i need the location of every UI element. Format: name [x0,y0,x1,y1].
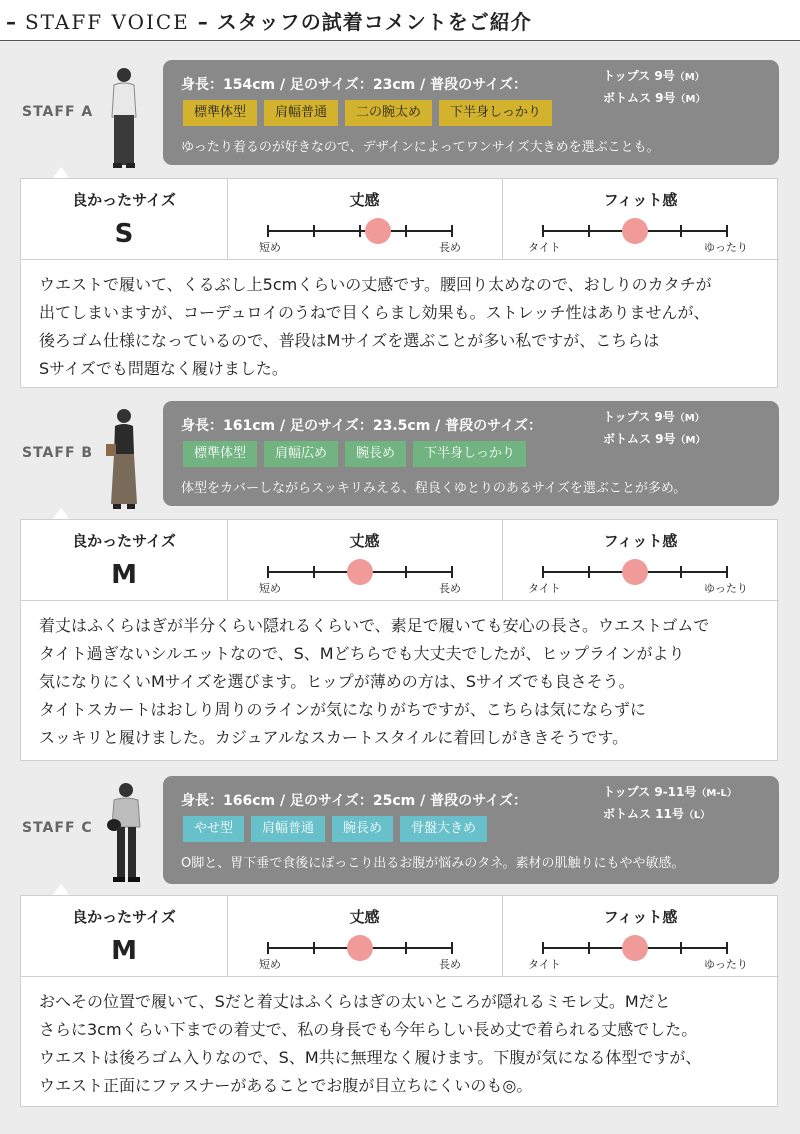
staff-profile-bubble [163,401,779,506]
body-type-tag: 肩幅普通 [264,100,338,126]
staff-tags [183,816,494,842]
length-max-label: 長め [439,241,461,254]
title-ja: スタッフの試着コメントをご紹介 [216,10,532,34]
fit-cell [502,520,779,600]
length-scale-tick [267,225,269,237]
tops-size [603,782,737,804]
length-cell [227,520,503,600]
bottoms-size-letter: （M） [675,435,706,446]
fit-max-label: ゆったり [704,958,748,971]
length-scale-tick [313,942,315,954]
fit-cell [502,896,779,976]
good-size-value: M [111,560,137,590]
fit-heading: フィット感 [603,532,678,550]
length-scale-tick [313,566,315,578]
good-size-cell [21,179,228,259]
fit-cell [502,179,779,259]
tops-size-letter: （M） [674,413,705,424]
comment-line: ウエストで履いて、くるぶし上5cmくらいの丈感です。腰回り太めなので、おしりのカタチが [39,275,712,294]
body-type-tag: 腕長め [345,441,406,467]
title-dash-left: – [6,10,25,34]
comment-line: タイト過ぎないシルエットなので、S、Mどちらでも大丈夫でしたが、ヒップラインがより [39,644,685,663]
good-size-value: M [111,936,137,966]
staff-stats: 身長：154cm / 足のサイズ：23cm / 普段のサイズ： [181,77,527,93]
review-comment [39,612,709,752]
fit-scale-tick [726,942,728,954]
fit-min-label: タイト [528,241,561,254]
fit-scale-tick [726,225,728,237]
staff-note: O脚と、胃下垂で食後にぽっこり出るお腹が悩みのタネ。素材の肌触りにもやや敏感。 [181,856,685,871]
fit-scale-tick [542,225,544,237]
body-type-tag: 標準体型 [183,441,257,467]
tops-size-label: トップス 9号 [603,69,675,83]
section-title [6,6,532,35]
good-size-heading: 良かったサイズ [72,191,176,209]
body-type-tag: 肩幅普通 [251,816,325,842]
review-comment [39,988,701,1100]
body-type-tag: 標準体型 [183,100,257,126]
staff-stats: 身長：166cm / 足のサイズ：25cm / 普段のサイズ： [181,793,527,809]
fit-max-label: ゆったり [704,582,748,595]
length-heading: 丈感 [349,532,380,550]
comment-line: ウエスト正面にファスナーがあることでお腹が目立ちにくいのも◎。 [39,1076,533,1095]
fit-scale-tick [680,225,682,237]
body-type-tag: 二の腕太め [345,100,432,126]
body-type-tag: 骨盤大きめ [400,816,487,842]
bottoms-size-label: ボトムス 11号 [603,807,684,821]
fit-scale-tick [680,942,682,954]
fit-scale [542,942,728,954]
fit-scale-marker [622,559,648,585]
staff-note: 体型をカバーしながらスッキリみえる、程良くゆとりのあるサイズを選ぶことが多め。 [181,481,687,496]
comment-line: さらに3cmくらい下までの着丈で、私の身長でも今年らしい長め丈で着られる丈感でした。 [39,1020,698,1039]
staff-label: STAFF B [22,445,94,461]
staff-figure-image [100,406,148,515]
fit-min-label: タイト [528,582,561,595]
length-min-label: 短め [259,958,281,971]
length-scale-tick [451,225,453,237]
rating-row [21,179,779,260]
comment-line: タイトスカートはおしり周りのラインが気になりがちですが、こちらは気にならずに [39,700,646,719]
tops-size-letter: （M-L） [696,788,737,799]
rating-row [21,896,779,977]
tops-size-label: トップス 9-11号 [603,785,697,799]
rating-row [21,520,779,601]
length-scale-tick [405,566,407,578]
length-scale-tick [313,225,315,237]
fit-scale-tick [726,566,728,578]
comment-line: 出てしまいますが、コーデュロイのうねで目くらまし効果も。ストレッチ性はありませんが、 [39,303,710,322]
length-max-label: 長め [439,582,461,595]
fit-min-label: タイト [528,958,561,971]
body-type-tag: やせ型 [183,816,244,842]
staff-label: STAFF C [22,820,93,836]
bottoms-size-label: ボトムス 9号 [603,432,676,446]
fit-scale-tick [588,225,590,237]
review-card [20,519,778,761]
comment-line: おへその位置で履いて、Sだと着丈はふくらはぎの太いところが隠れるミモレ丈。Mだと [39,992,671,1011]
length-scale-tick [267,942,269,954]
bottoms-size-label: ボトムス 9号 [603,91,676,105]
body-type-tag: 肩幅広め [264,441,338,467]
staff-usual-sizes [603,66,705,110]
fit-scale-tick [680,566,682,578]
length-scale-tick [267,566,269,578]
length-scale-tick [359,225,361,237]
body-type-tag: 腕長め [332,816,393,842]
length-cell [227,896,503,976]
staff-profile-bubble [163,776,779,884]
fit-scale-marker [622,218,648,244]
length-scale [267,942,453,954]
comment-line: スッキリと履けました。カジュアルなスカートスタイルに着回しがききそうです。 [39,728,629,747]
fit-scale-marker [622,935,648,961]
staff-section [0,401,800,761]
good-size-heading: 良かったサイズ [72,908,176,926]
fit-scale-tick [588,942,590,954]
fit-heading: フィット感 [603,191,678,209]
comment-line: Sサイズでも問題なく履けました。 [39,359,288,378]
comment-line: 気になりにくいMサイズを選びます。ヒップが薄めの方は、Sサイズでも良さそう。 [39,672,635,691]
fit-heading: フィット感 [603,908,678,926]
comment-line: 着丈はふくらはぎが半分くらい隠れるくらいで、素足で履いても安心の長さ。ウエストゴムで [39,616,710,635]
staff-usual-sizes [603,407,705,451]
length-min-label: 短め [259,582,281,595]
staff-tags [183,441,533,467]
tops-size [603,66,705,88]
length-scale-tick [405,225,407,237]
review-card [20,895,778,1107]
fit-max-label: ゆったり [704,241,748,254]
fit-scale-tick [542,566,544,578]
staff-tags [183,100,559,126]
comment-line: ウエストは後ろゴム入りなので、S、M共に無理なく履けます。下腹が気になる体型ですが、 [39,1048,702,1067]
length-heading: 丈感 [349,191,380,209]
staff-label: STAFF A [22,104,94,120]
staff-note: ゆったり着るのが好きなので、デザインによってワンサイズ大きめを選ぶことも。 [181,140,660,155]
good-size-heading: 良かったサイズ [72,532,176,550]
bottoms-size-letter: （L） [683,810,711,821]
tops-size-letter: （M） [674,72,705,83]
tops-size [603,407,705,429]
body-type-tag: 下半身しっかり [439,100,552,126]
fit-scale [542,225,728,237]
length-min-label: 短め [259,241,281,254]
comment-line: 後ろゴム仕様になっているので、普段はMサイズを選ぶことが多い私ですが、こちらは [39,331,660,350]
length-scale-marker [347,559,373,585]
good-size-cell [21,520,228,600]
staff-section [0,60,800,388]
bottoms-size [603,88,705,110]
good-size-cell [21,896,228,976]
length-scale-marker [365,218,391,244]
title-en: STAFF VOICE [24,10,190,34]
length-max-label: 長め [439,958,461,971]
length-scale [267,225,453,237]
staff-figure-image [100,781,148,890]
staff-profile-bubble [163,60,779,165]
fit-scale-tick [542,942,544,954]
staff-usual-sizes [603,782,737,826]
length-scale [267,566,453,578]
length-scale-tick [451,566,453,578]
review-comment [39,271,712,383]
section-header [0,0,800,41]
title-dash-right: – [189,10,217,34]
bottoms-size [603,429,705,451]
review-card [20,178,778,388]
fit-scale-tick [588,566,590,578]
tops-size-label: トップス 9号 [603,410,675,424]
length-scale-tick [405,942,407,954]
staff-stats: 身長：161cm / 足のサイズ：23.5cm / 普段のサイズ： [181,418,543,434]
fit-scale [542,566,728,578]
length-scale-marker [347,935,373,961]
length-scale-tick [451,942,453,954]
body-type-tag: 下半身しっかり [413,441,526,467]
staff-section [0,776,800,1107]
length-heading: 丈感 [349,908,380,926]
good-size-value: S [114,219,134,249]
staff-figure-image [100,65,148,174]
length-cell [227,179,503,259]
bottoms-size [603,804,737,826]
bottoms-size-letter: （M） [675,94,706,105]
